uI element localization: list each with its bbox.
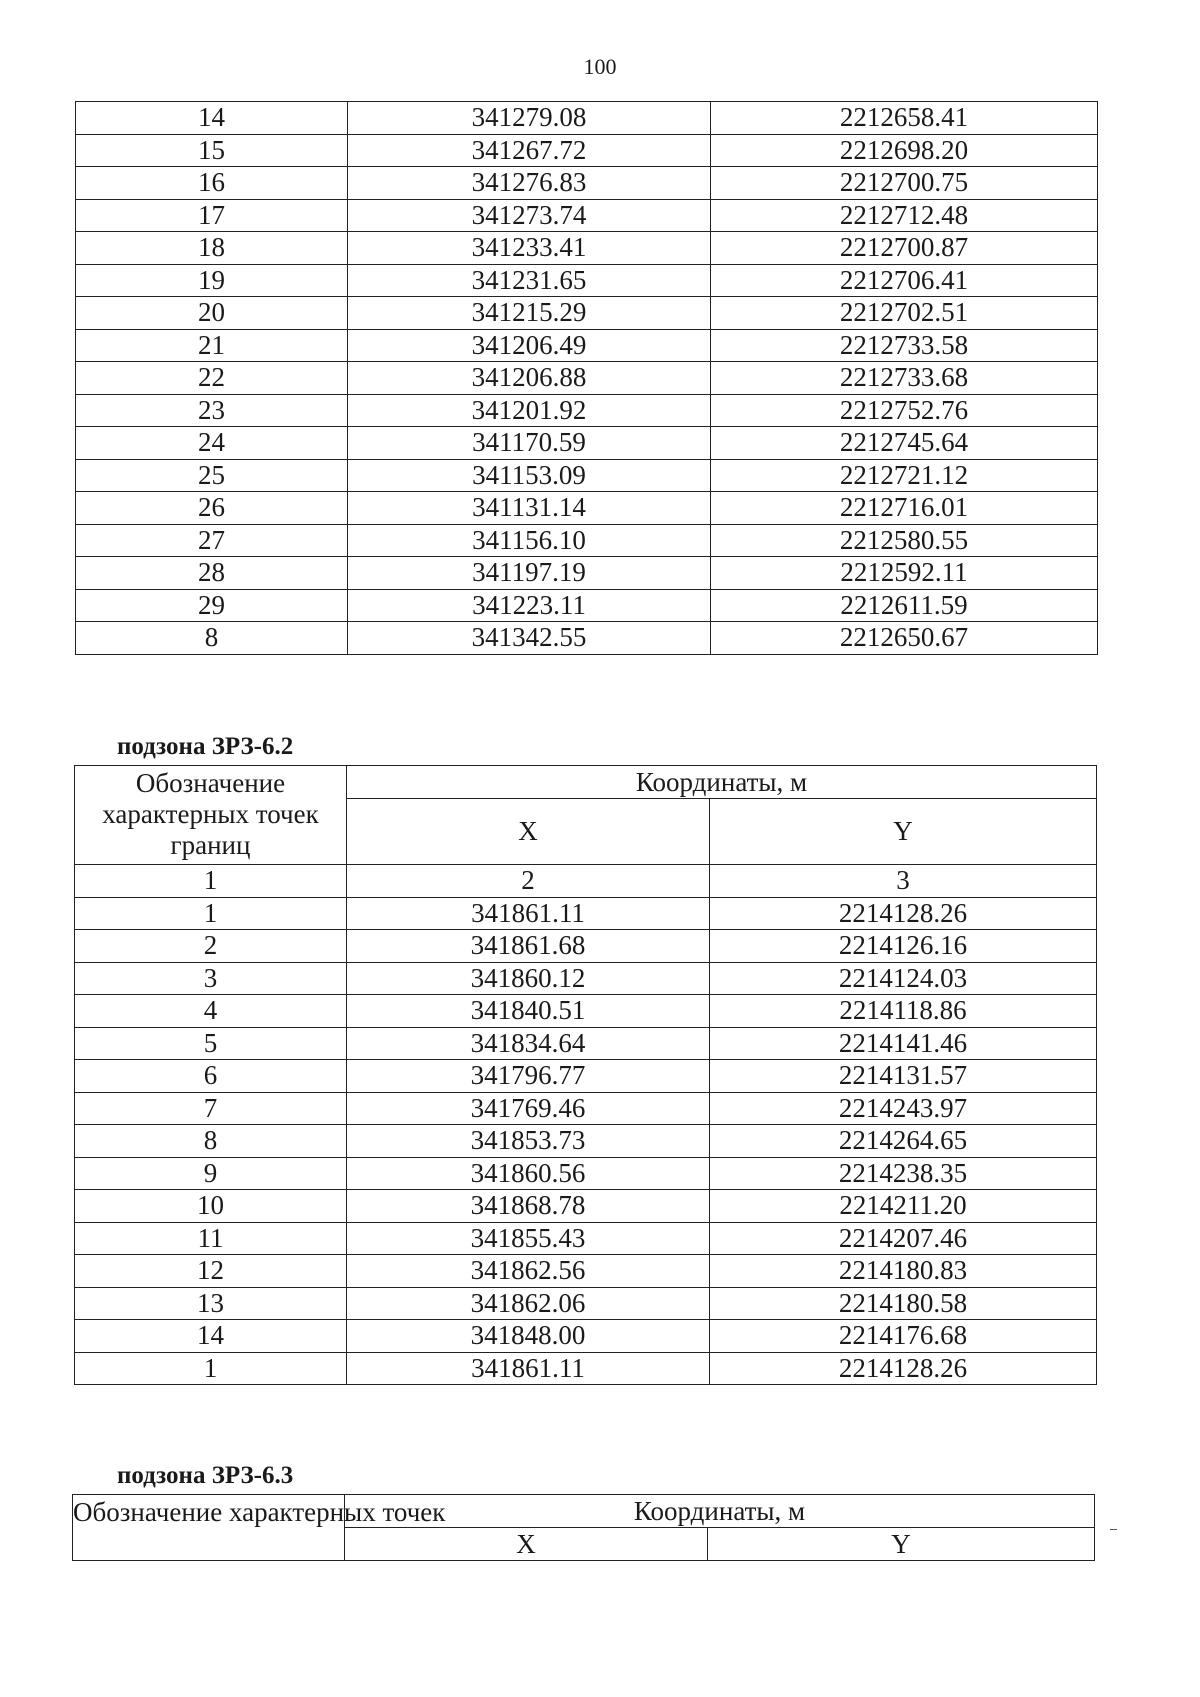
x-coordinate-cell: 341156.10 — [348, 524, 711, 557]
header-row — [73, 1495, 1095, 1528]
x-coordinate-cell: 341201.92 — [348, 394, 711, 427]
x-coordinate-cell: 341855.43 — [347, 1222, 710, 1255]
table-row — [76, 524, 1098, 557]
x-coordinate-cell: 341233.41 — [348, 232, 711, 265]
point-number-cell: 10 — [75, 1190, 347, 1223]
point-number-cell: 22 — [76, 362, 348, 395]
point-number-cell: 11 — [75, 1222, 347, 1255]
table-row — [76, 297, 1098, 330]
y-coordinate-cell: 2214180.58 — [710, 1287, 1097, 1320]
x-coordinate-cell: 341279.08 — [348, 102, 711, 135]
table-row — [76, 134, 1098, 167]
y-header: Y — [708, 1528, 1095, 1561]
column-number: 3 — [710, 865, 1097, 898]
x-header: X — [345, 1528, 708, 1561]
point-number-cell: 29 — [76, 589, 348, 622]
table-row — [75, 1027, 1097, 1060]
y-coordinate-cell: 2212580.55 — [711, 524, 1098, 557]
point-number-cell: 18 — [76, 232, 348, 265]
y-coordinate-cell: 2212745.64 — [711, 427, 1098, 460]
x-coordinate-cell: 341215.29 — [348, 297, 711, 330]
table-row — [75, 1190, 1097, 1223]
x-coordinate-cell: 341840.51 — [347, 995, 710, 1028]
y-coordinate-cell: 2212700.75 — [711, 167, 1098, 200]
y-coordinate-cell: 2214264.65 — [710, 1125, 1097, 1158]
table-row — [76, 622, 1098, 655]
table-row — [76, 329, 1098, 362]
x-coordinate-cell: 341223.11 — [348, 589, 711, 622]
y-coordinate-cell: 2212700.87 — [711, 232, 1098, 265]
point-number-cell: 20 — [76, 297, 348, 330]
x-coordinate-cell: 341153.09 — [348, 459, 711, 492]
point-number-cell: 2 — [75, 930, 347, 963]
y-coordinate-cell: 2214207.46 — [710, 1222, 1097, 1255]
designation-header: Обозначение характерных точек — [73, 1495, 345, 1561]
x-coordinate-cell: 341197.19 — [348, 557, 711, 590]
x-coordinate-cell: 341862.06 — [347, 1287, 710, 1320]
x-coordinate-cell: 341231.65 — [348, 264, 711, 297]
header-row — [75, 766, 1097, 799]
x-coordinate-cell: 341848.00 — [347, 1320, 710, 1353]
x-header: X — [347, 799, 710, 865]
y-coordinate-cell: 2212752.76 — [711, 394, 1098, 427]
point-number-cell: 3 — [75, 962, 347, 995]
x-coordinate-cell: 341131.14 — [348, 492, 711, 525]
y-coordinate-cell: 2214124.03 — [710, 962, 1097, 995]
table-row — [75, 1255, 1097, 1288]
y-coordinate-cell: 2212706.41 — [711, 264, 1098, 297]
table-body — [75, 766, 1097, 1385]
x-coordinate-cell: 341860.12 — [347, 962, 710, 995]
table-row — [76, 589, 1098, 622]
point-number-cell: 26 — [76, 492, 348, 525]
table-row — [76, 362, 1098, 395]
x-coordinate-cell: 341862.56 — [347, 1255, 710, 1288]
table-row — [75, 1060, 1097, 1093]
table-body — [76, 102, 1098, 655]
table-row — [76, 492, 1098, 525]
table-row — [75, 1125, 1097, 1158]
point-number-cell: 12 — [75, 1255, 347, 1288]
y-coordinate-cell: 2214141.46 — [710, 1027, 1097, 1060]
point-number-cell: 14 — [76, 102, 348, 135]
point-number-cell: 7 — [75, 1092, 347, 1125]
coordinates-table-subzone-63 — [72, 1494, 1095, 1561]
point-number-cell: 8 — [75, 1125, 347, 1158]
point-number-cell: 17 — [76, 199, 348, 232]
y-coordinate-cell: 2214128.26 — [710, 1352, 1097, 1385]
y-coordinate-cell: 2212592.11 — [711, 557, 1098, 590]
table-row — [76, 557, 1098, 590]
table-row — [75, 930, 1097, 963]
x-coordinate-cell: 341861.68 — [347, 930, 710, 963]
x-coordinate-cell: 341861.11 — [347, 1352, 710, 1385]
point-number-cell: 21 — [76, 329, 348, 362]
point-number-cell: 1 — [75, 1352, 347, 1385]
table-row — [76, 264, 1098, 297]
y-coordinate-cell: 2214131.57 — [710, 1060, 1097, 1093]
table-row — [76, 102, 1098, 135]
table-row — [76, 427, 1098, 460]
table-row — [75, 962, 1097, 995]
y-coordinate-cell: 2214180.83 — [710, 1255, 1097, 1288]
table-row — [76, 394, 1098, 427]
scan-mark — [1110, 1529, 1117, 1530]
point-number-cell: 24 — [76, 427, 348, 460]
table-row — [75, 1287, 1097, 1320]
point-number-cell: 9 — [75, 1157, 347, 1190]
y-coordinate-cell: 2214211.20 — [710, 1190, 1097, 1223]
x-coordinate-cell: 341834.64 — [347, 1027, 710, 1060]
y-coordinate-cell: 2214126.16 — [710, 930, 1097, 963]
table-row — [76, 167, 1098, 200]
x-coordinate-cell: 341769.46 — [347, 1092, 710, 1125]
x-coordinate-cell: 341267.72 — [348, 134, 711, 167]
coordinates-header: Координаты, м — [347, 766, 1097, 799]
x-coordinate-cell: 341342.55 — [348, 622, 711, 655]
column-number: 2 — [347, 865, 710, 898]
y-coordinate-cell: 2214118.86 — [710, 995, 1097, 1028]
designation-header: Обозначение характерных точек границ — [75, 766, 347, 865]
point-number-cell: 28 — [76, 557, 348, 590]
x-coordinate-cell: 341861.11 — [347, 897, 710, 930]
table-row — [75, 1352, 1097, 1385]
x-coordinate-cell: 341276.83 — [348, 167, 711, 200]
table-row — [76, 199, 1098, 232]
subzone-63-title: подзона ЗРЗ-6.3 — [117, 1462, 294, 1489]
y-coordinate-cell: 2212712.48 — [711, 199, 1098, 232]
y-coordinate-cell: 2214128.26 — [710, 897, 1097, 930]
x-coordinate-cell: 341868.78 — [347, 1190, 710, 1223]
table-row — [75, 1320, 1097, 1353]
y-coordinate-cell: 2212611.59 — [711, 589, 1098, 622]
y-coordinate-cell: 2214238.35 — [710, 1157, 1097, 1190]
x-coordinate-cell: 341273.74 — [348, 199, 711, 232]
point-number-cell: 23 — [76, 394, 348, 427]
table-row — [75, 1157, 1097, 1190]
point-number-cell: 19 — [76, 264, 348, 297]
point-number-cell: 8 — [76, 622, 348, 655]
point-number-cell: 6 — [75, 1060, 347, 1093]
table-body — [73, 1495, 1095, 1561]
y-coordinate-cell: 2212698.20 — [711, 134, 1098, 167]
x-coordinate-cell: 341170.59 — [348, 427, 711, 460]
y-coordinate-cell: 2212716.01 — [711, 492, 1098, 525]
point-number-cell: 15 — [76, 134, 348, 167]
point-number-cell: 25 — [76, 459, 348, 492]
table-row — [76, 459, 1098, 492]
coordinates-header: Координаты, м — [345, 1495, 1095, 1528]
point-number-cell: 5 — [75, 1027, 347, 1060]
y-coordinate-cell: 2212733.68 — [711, 362, 1098, 395]
y-coordinate-cell: 2212658.41 — [711, 102, 1098, 135]
subzone-62-title: подзона ЗРЗ-6.2 — [117, 733, 294, 760]
coordinates-table-continuation — [75, 101, 1098, 655]
y-header: Y — [710, 799, 1097, 865]
column-number: 1 — [75, 865, 347, 898]
y-coordinate-cell: 2212733.58 — [711, 329, 1098, 362]
table-row — [75, 897, 1097, 930]
y-coordinate-cell: 2212650.67 — [711, 622, 1098, 655]
x-coordinate-cell: 341206.49 — [348, 329, 711, 362]
table-row — [75, 1092, 1097, 1125]
y-coordinate-cell: 2212721.12 — [711, 459, 1098, 492]
y-coordinate-cell: 2214176.68 — [710, 1320, 1097, 1353]
point-number-cell: 14 — [75, 1320, 347, 1353]
point-number-cell: 4 — [75, 995, 347, 1028]
column-numbers-row — [75, 865, 1097, 898]
x-coordinate-cell: 341206.88 — [348, 362, 711, 395]
x-coordinate-cell: 341796.77 — [347, 1060, 710, 1093]
y-coordinate-cell: 2212702.51 — [711, 297, 1098, 330]
table-row — [75, 995, 1097, 1028]
x-coordinate-cell: 341853.73 — [347, 1125, 710, 1158]
point-number-cell: 13 — [75, 1287, 347, 1320]
page-number: 100 — [583, 54, 617, 79]
coordinates-table-subzone-62 — [74, 765, 1097, 1385]
point-number-cell: 1 — [75, 897, 347, 930]
x-coordinate-cell: 341860.56 — [347, 1157, 710, 1190]
table-row — [76, 232, 1098, 265]
point-number-cell: 16 — [76, 167, 348, 200]
point-number-cell: 27 — [76, 524, 348, 557]
y-coordinate-cell: 2214243.97 — [710, 1092, 1097, 1125]
table-row — [75, 1222, 1097, 1255]
